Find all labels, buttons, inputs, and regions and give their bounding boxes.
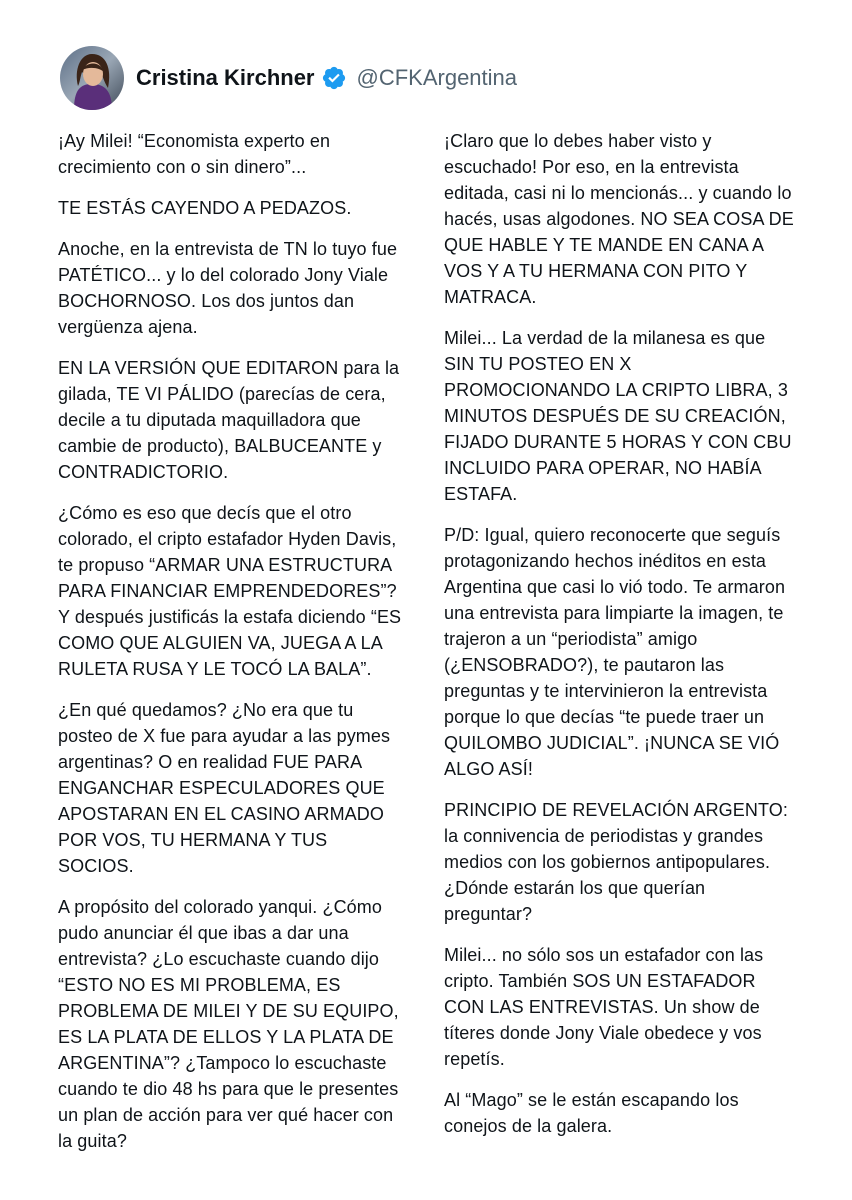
paragraph: TE ESTÁS CAYENDO A PEDAZOS. <box>58 198 352 218</box>
verified-badge-icon[interactable] <box>321 65 347 91</box>
paragraph: Milei... La verdad de la milanesa es que SIN TU POSTEO EN X PROMOCIONANDO LA CRIPTO LIBRA, 3 MINUTOS DESPUÉS DE SU CREACIÓN, FIJADO DURANTE 5 HORAS Y CON CBU INCLUIDO PARA OPERAR, NO HABÍA ESTAFA. <box>444 328 792 504</box>
paragraph: PRINCIPIO DE REVELACIÓN ARGENTO: la connivencia de periodistas y grandes medios con los gobiernos antipopulares. ¿Dónde estarán los que querían preguntar? <box>444 800 788 924</box>
paragraph: Anoche, en la entrevista de TN lo tuyo fue PATÉTICO... y lo del colorado Jony Viale BOCHORNOSO. Los dos juntos dan vergüenza ajena. <box>58 239 398 337</box>
post-text-left-column <box>58 128 408 1169</box>
avatar[interactable] <box>60 46 124 110</box>
profile-photo-icon <box>60 46 124 110</box>
paragraph: ¡Claro que lo debes haber visto y escuchado! Por eso, en la entrevista editada, casi ni lo mencionás... y cuando lo hacés, usas algodones. NO SEA COSA DE QUE HABLE Y TE MANDE EN CANA A VOS Y A TU HERMANA CON PITO Y MATRACA. <box>444 131 794 307</box>
post-text-right-column <box>444 128 796 1154</box>
paragraph: ¡Ay Milei! “Economista experto en crecimiento con o sin dinero”... <box>58 131 331 177</box>
paragraph: ¿Cómo es eso que decís que el otro colorado, el cripto estafador Hyden Davis, te propuso “ARMAR UNA ESTRUCTURA PARA FINANCIAR EMPRENDEDORES”? Y después justificás la estafa diciendo “ES COMO QUE ALGUIEN VA, JUEGA A LA RULETA RUSA Y LE TOCÓ LA BALA”. <box>58 503 402 679</box>
author-display-name[interactable]: Cristina Kirchner <box>136 65 315 90</box>
paragraph: Milei... no sólo sos un estafador con las cripto. También SOS UN ESTAFADOR CON LAS ENTREVISTAS. Un show de títeres donde Jony Viale obedece y vos repetís. <box>444 945 764 1069</box>
author-handle[interactable]: @CFKArgentina <box>356 65 518 90</box>
paragraph: ¿En qué quedamos? ¿No era que tu posteo de X fue para ayudar a las pymes argentinas? O en realidad FUE PARA ENGANCHAR ESPECULADORES QUE APOSTARAN EN EL CASINO ARMADO POR VOS, TU HERMANA Y TUS SOCIOS. <box>58 700 391 876</box>
author-info <box>136 65 517 91</box>
paragraph: Al “Mago” se le están escapando los conejos de la galera. <box>444 1090 739 1136</box>
paragraph: A propósito del colorado yanqui. ¿Cómo pudo anunciar él que ibas a dar una entrevista? ¿Lo escuchaste cuando dijo “ESTO NO ES MI PROBLEMA, ES PROBLEMA DE MILEI Y DE SU EQUIPO, ES LA PLATA DE ELLOS Y LA PLATA DE ARGENTINA”? ¿Tampoco lo escuchaste cuando te dio 48 hs para que le presentes un plan de acción para ver qué hacer con la guita? <box>58 897 399 1151</box>
paragraph: P/D: Igual, quiero reconocerte que seguís protagonizando hechos inéditos en esta Argentina que casi lo vió todo. Te armaron una entrevista para limpiarte la imagen, te trajeron a un “periodista” amigo (¿ENSOBRADO?), te pautaron las preguntas y te intervinieron la entrevista porque lo que decías “te puede traer un QUILOMBO JUDICIAL”. ¡NUNCA SE VIÓ ALGO ASÍ! <box>444 525 786 779</box>
paragraph: EN LA VERSIÓN QUE EDITARON para la gilada, TE VI PÁLIDO (parecías de cera, decile a tu diputada maquilladora que cambie de producto), BALBUCEANTE y CONTRADICTORIO. <box>58 358 400 482</box>
post-header <box>60 44 517 112</box>
